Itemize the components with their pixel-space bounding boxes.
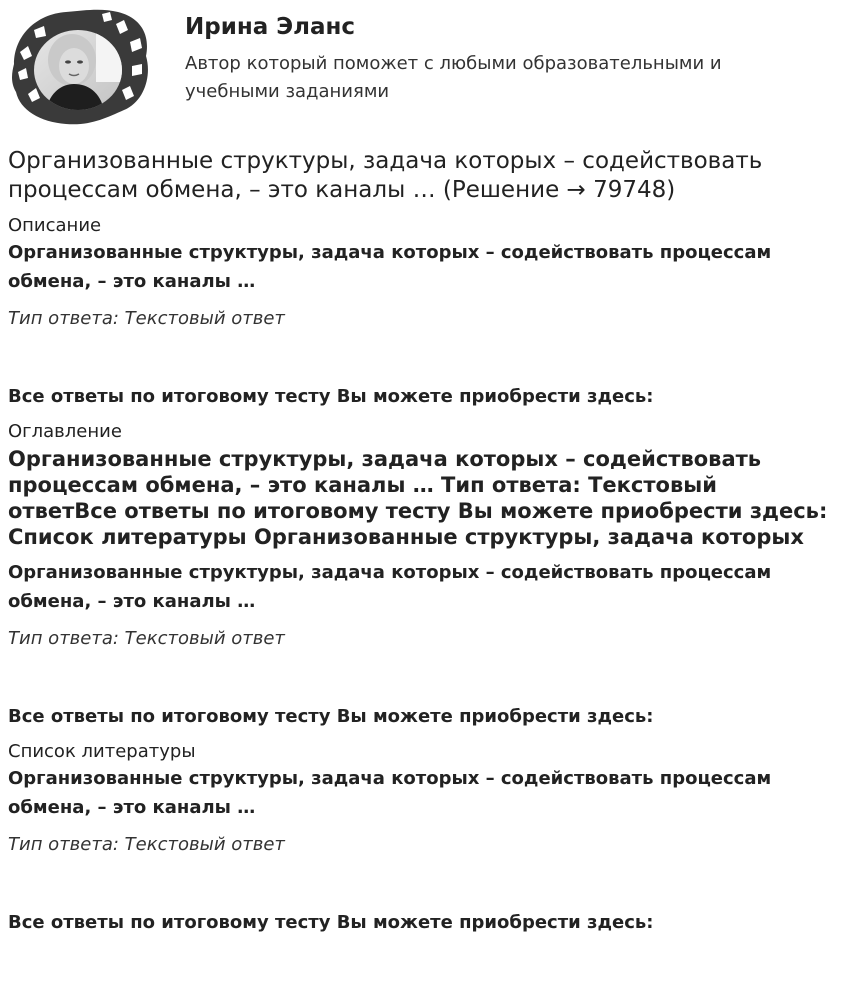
author-name: Ирина Эланс	[185, 14, 356, 40]
literature-question: Организованные структуры, задача которых – содействовать процессам обмена, – это каналы …	[8, 768, 772, 818]
description-answer-type: Тип ответа: Текстовый ответ	[8, 308, 285, 329]
toc-section	[8, 420, 830, 731]
avatar	[6, 6, 152, 128]
toc-answer-type: Тип ответа: Текстовый ответ	[8, 628, 285, 649]
author-description: Автор который поможет с любыми образовательными и учебными заданиями	[185, 53, 722, 102]
literature-label: Список литературы	[8, 741, 196, 762]
description-section	[8, 214, 830, 411]
description-all-answers: Все ответы по итоговому тесту Вы можете приобрести здесь:	[8, 386, 654, 407]
toc-heading: Организованные структуры, задача которых – содействовать процессам обмена, – это каналы … Тип ответа: Текстовый ответВсе ответы по итоговому тесту Вы можете приобрести здесь: Список литературы Организованные структуры, задача которых	[8, 447, 828, 549]
literature-section	[8, 740, 830, 937]
description-label: Описание	[8, 215, 102, 236]
toc-label: Оглавление	[8, 421, 122, 442]
avatar-image	[6, 6, 152, 128]
toc-all-answers: Все ответы по итоговому тесту Вы можете приобрести здесь:	[8, 706, 654, 727]
literature-answer-type: Тип ответа: Текстовый ответ	[8, 834, 285, 855]
toc-question: Организованные структуры, задача которых – содействовать процессам обмена, – это каналы …	[8, 562, 772, 612]
page-title: Организованные структуры, задача которых – содействовать процессам обмена, – это каналы … (Решение → 79748)	[8, 148, 763, 203]
main-content	[8, 147, 830, 937]
literature-all-answers: Все ответы по итоговому тесту Вы можете приобрести здесь:	[8, 912, 654, 933]
description-question: Организованные структуры, задача которых – содействовать процессам обмена, – это каналы …	[8, 242, 772, 292]
author-header	[0, 0, 847, 130]
